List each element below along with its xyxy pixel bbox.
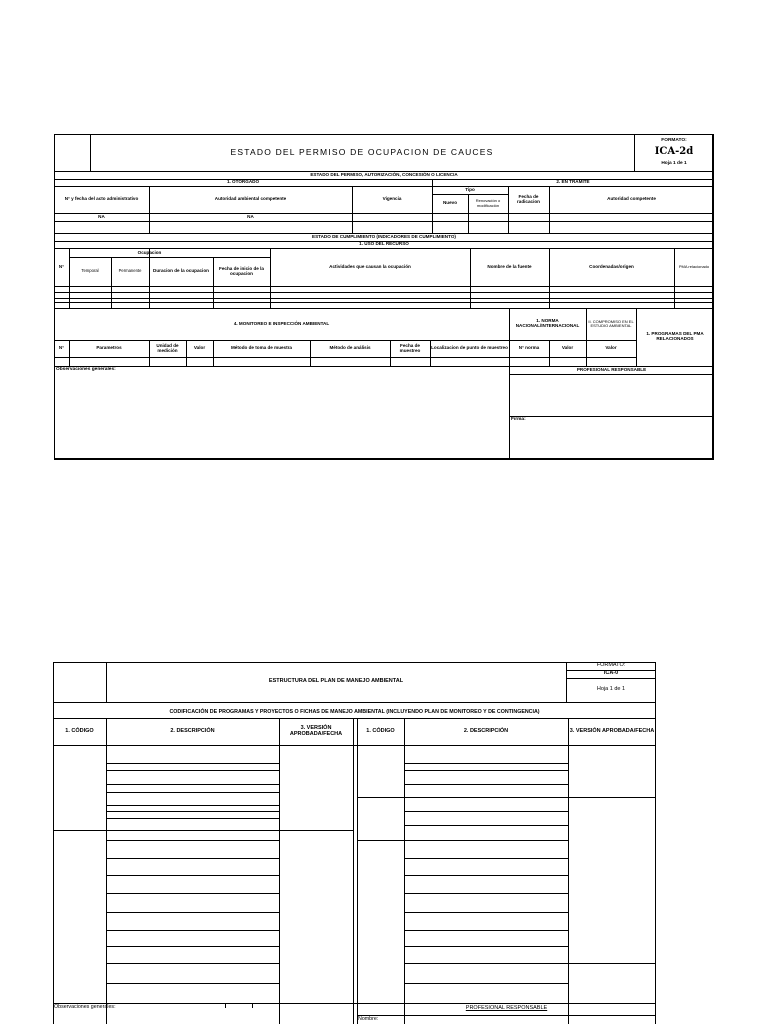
form1-title: ESTADO DEL PERMISO DE OCUPACION DE CAUCES — [230, 147, 494, 158]
form1-formato-label: FORMATO: — [661, 138, 687, 144]
form1-col-nuevo: Nuevo — [442, 200, 458, 206]
form1-en-tramite: 2. EN TRAMITE — [556, 179, 590, 185]
form2-col-descripcion-2: 2. DESCRIPCIÓN — [463, 727, 509, 734]
form1-profesional: PROFESIONAL RESPONSABLE — [576, 366, 647, 372]
form2-nombre: Nombre: — [358, 1016, 379, 1022]
form1-col-renovacion: Renovación o modificación — [475, 198, 501, 208]
form2-col-codigo: 1. CÓDIGO — [65, 727, 94, 734]
form2-col-version-2: 3. VERSIÓN APROBADA/FECHA — [569, 727, 655, 734]
form1-firma: Firma: — [511, 417, 526, 422]
form1-programas: 1. PROGRAMAS DEL PMA RELACIONADOS — [646, 331, 704, 341]
form2-formato-label: FORMATO: — [596, 662, 626, 669]
form1-col-tipo: Tipo — [465, 186, 475, 192]
form1-na-2: NA — [247, 213, 254, 219]
form2-observaciones: Observaciones generales: — [54, 1004, 116, 1010]
form1-col-no: N° — [58, 263, 65, 269]
form1-section-cumplimiento: ESTADO DE CUMPLIMIENTO (INDICADORES DE CUMPLIMIENTO) — [312, 234, 456, 240]
form1-col-fecha-radicacion: Fecha de radicacion — [517, 193, 540, 204]
form1-col-ocupacion: Ocupacion — [137, 249, 162, 255]
form1-col-fecha-muestreo: Fecha de muestreo — [399, 342, 421, 353]
form2-col-descripcion: 2. DESCRIPCIÓN — [170, 727, 215, 734]
form1-monitoreo: 4. MONITOREO E INSPECCIÓN AMBIENTAL — [233, 320, 330, 326]
form1-col-no-2: N° — [58, 345, 65, 351]
form1-col-autoridad: Autoridad ambiental competente — [214, 196, 287, 202]
form1-section-estado: ESTADO DEL PERMISO, AUTORIZACIÓN, CONCESIÓN O LICENCIA — [310, 171, 458, 177]
form1-col-temporal: Temporal — [81, 268, 99, 274]
form1-col-nombre-fuente: Nombre de la fuente — [487, 263, 532, 269]
form1-col-duracion: Duracion de la ocupacion — [153, 268, 209, 274]
form2-col-codigo-2: 1. CÓDIGO — [366, 727, 395, 734]
form1-norma: 1. NORMA NACIONAL/INTERNACIONAL — [515, 318, 580, 328]
form1-col-coordenadas: Coordenadas/origen — [589, 263, 634, 269]
form1-col-acto: N° y fecha del acto administrativo — [64, 196, 139, 202]
form2-section: CODIFICACIÓN DE PROGRAMAS Y PROYECTOS O FICHAS DE MANEJO AMBIENTAL (INCLUYENDO PLAN DE MONITOREO Y DE CONTINGENCIA) — [169, 709, 540, 716]
form2-title: ESTRUCTURA DEL PLAN DE MANEJO AMBIENTAL — [268, 678, 404, 685]
form2-profesional: PROFESIONAL RESPONSABLE — [465, 1004, 548, 1011]
form1-compromiso: II. COMPROMISO EN EL ESTUDIO AMBIENTAL — [588, 318, 634, 328]
form1-otorgado: 1. OTORGADO — [226, 179, 260, 185]
form1-col-permanente: Permanente — [118, 268, 142, 274]
form1-col-valor2: Valor — [561, 345, 574, 351]
form1-col-valor3: Valor — [605, 345, 617, 351]
form1-col-no-norma: N° norma — [518, 345, 540, 351]
form1-col-metodo-analisis: Método de análisis — [329, 345, 371, 351]
form1-observaciones: Observaciones generales: — [56, 367, 116, 372]
form1-col-parametros: Parametros — [96, 345, 122, 351]
form2-col-version: 3. VERSIÓN APROBADA/FECHA — [289, 724, 343, 737]
form1-col-vigencia: Vigencia — [382, 196, 402, 202]
form2-formato-code: ICA-0 — [603, 670, 619, 677]
form1-col-autoridad-comp: Autoridad competente — [607, 196, 656, 202]
form1-col-actividades: Actividades que causan la ocupación — [329, 263, 411, 269]
form1-col-metodo-toma: Método de toma de muestra — [230, 345, 292, 351]
form1-hoja: Hoja 1 de 1 — [661, 161, 687, 167]
form1-col-localizacion: Localizacion de punto de muestreo — [431, 345, 508, 351]
form2-hoja: Hoja 1 de 1 — [596, 686, 626, 693]
form1-col-fecha-inicio: Fecha de inicio de la ocupacion — [219, 265, 264, 276]
form1-uso-recurso: 1. USO DEL RECURSO — [359, 241, 409, 247]
form1-na-1: NA — [98, 213, 105, 219]
form1-col-pma: PMA relacionado — [678, 263, 710, 269]
form1-col-valor: Valor — [193, 345, 206, 351]
form1-formato-code: ICA-2d — [654, 145, 694, 157]
form1-col-unidad: Unidad de medición — [156, 342, 179, 353]
